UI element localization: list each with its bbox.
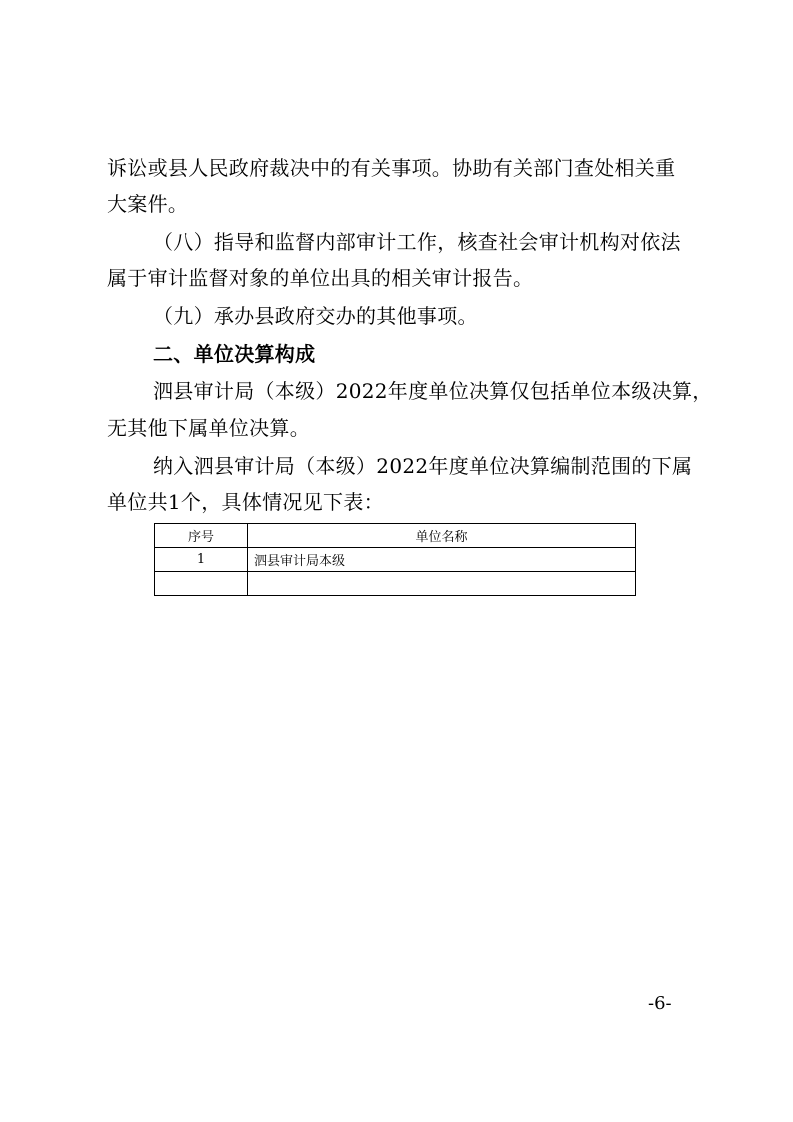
table-cell-seq	[155, 572, 248, 596]
paragraph-line: （九）承办县政府交办的其他事项。	[153, 304, 478, 328]
column-header-unit-name: 单位名称	[248, 524, 636, 548]
table-header-row	[155, 524, 636, 548]
page-number: -6-	[648, 993, 672, 1014]
paragraph-line: 单位共1个，具体情况见下表：	[107, 490, 384, 514]
table-cell-seq: 1	[155, 548, 248, 572]
paragraph-line: 诉讼或县人民政府裁决中的有关事项。协助有关部门查处相关重	[107, 156, 676, 180]
paragraph-line: 大案件。	[107, 192, 189, 216]
paragraph-line: 属于审计监督对象的单位出具的相关审计报告。	[107, 266, 534, 290]
paragraph-line: 无其他下属单位决算。	[107, 416, 310, 440]
table-cell-unit-name: 泗县审计局本级	[248, 548, 636, 572]
column-header-seq: 序号	[155, 524, 248, 548]
unit-table	[154, 523, 636, 596]
paragraph-line: 纳入泗县审计局（本级）2022年度单位决算编制范围的下属	[153, 454, 693, 478]
table-row	[155, 548, 636, 572]
paragraph-line: 泗县审计局（本级）2022年度单位决算仅包括单位本级决算，	[153, 379, 713, 403]
table-row	[155, 572, 636, 596]
table-cell-unit-name	[248, 572, 636, 596]
section-heading: 二、单位决算构成	[153, 342, 316, 366]
paragraph-line: （八）指导和监督内部审计工作，核查社会审计机构对依法	[153, 230, 681, 254]
